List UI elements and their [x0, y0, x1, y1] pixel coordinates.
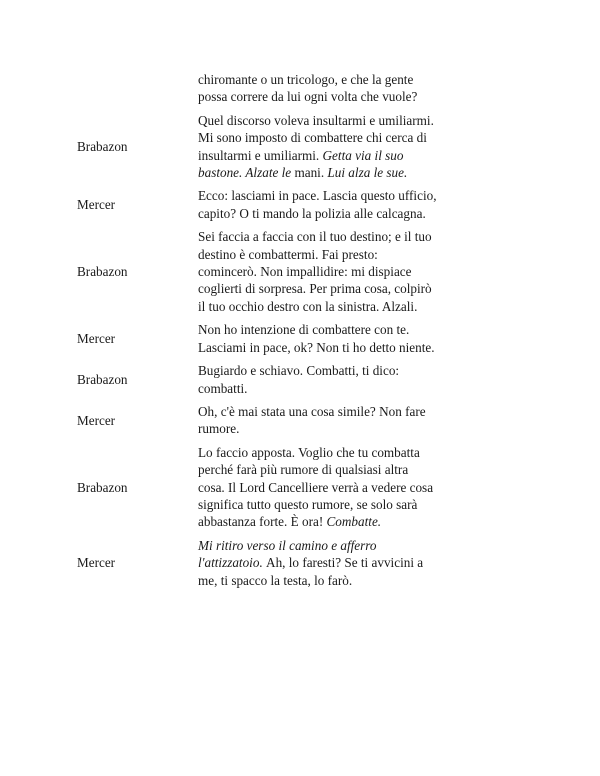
speech-segment: Lo faccio apposta. Voglio che tu combatta perché farà più rumore di qualsiasi altra cosa. Il Lord Cancelliere verrà a vedere cosa significa tutto questo rumore, se solo sarà abbastanza forte. È ora!	[198, 444, 434, 530]
speech-segment: Quel discorso voleva insultarmi e umiliarmi. Mi sono imposto di combattere chi cerca di insultarmi e umiliarmi.	[198, 112, 434, 163]
speech-segment: mani.	[294, 165, 328, 181]
speech-text	[198, 359, 438, 400]
dialogue-row	[0, 318, 600, 359]
speech-text	[198, 109, 438, 185]
speech-segment: Sei faccia a faccia con il tuo destino; e il tuo destino è combattermi. Fai presto: comincerò. Non impallidire: mi dispiace coglierti di sorpresa. Per prima cosa, colpirò il tuo occhio destro con la sinistra. Alzali.	[198, 229, 432, 314]
dialogue-row	[0, 68, 600, 109]
speech-text	[198, 534, 438, 592]
speaker-name: Brabazon	[77, 264, 128, 280]
speech-segment: Bugiardo e schiavo. Combatti, ti dico: combatti.	[198, 363, 400, 396]
script-page	[0, 68, 600, 592]
speaker-name: Mercer	[77, 330, 116, 346]
speaker-name: Mercer	[77, 555, 116, 571]
speaker-name: Mercer	[77, 412, 116, 428]
dialogue-row	[0, 534, 600, 592]
speech-segment: chiromante o un tricologo, e che la gente possa correre da lui ogni volta che vuole?	[198, 72, 418, 105]
speech-text	[198, 68, 438, 109]
dialogue-row	[0, 359, 600, 400]
stage-direction: Getta via il suo bastone. Alzate le	[198, 147, 404, 181]
dialogue-row	[0, 109, 600, 185]
dialogue-row	[0, 400, 600, 441]
stage-direction: Mi ritiro verso il camino e afferro l'attizzatoio.	[198, 537, 377, 571]
speech-segment: Ah, lo faresti? Se ti avvicini a me, ti spacco la testa, lo farò.	[198, 555, 424, 588]
dialogue-row	[0, 225, 600, 318]
speech-segment: Oh, c'è mai stata una cosa simile? Non fare rumore.	[198, 403, 426, 437]
speaker-name: Brabazon	[77, 138, 128, 154]
dialogue-row	[0, 441, 600, 534]
dialogue-row	[0, 184, 600, 225]
stage-direction: Lui alza le sue.	[327, 165, 408, 181]
speech-segment: Ecco: lasciami in pace. Lascia questo ufficio, capito? O ti mando la polizia alle calcagna.	[198, 188, 437, 221]
speech-text	[198, 318, 438, 359]
stage-direction: Combatte.	[326, 514, 382, 530]
speech-segment: Non ho intenzione di combattere con te. Lasciami in pace, ok? Non ti ho detto niente.	[198, 322, 435, 355]
speech-text	[198, 225, 438, 318]
speaker-name: Brabazon	[77, 479, 128, 495]
speaker-name: Mercer	[77, 197, 116, 213]
speech-text	[198, 400, 438, 441]
speech-text	[198, 441, 438, 534]
speaker-name: Brabazon	[77, 371, 128, 387]
speech-text	[198, 184, 438, 225]
